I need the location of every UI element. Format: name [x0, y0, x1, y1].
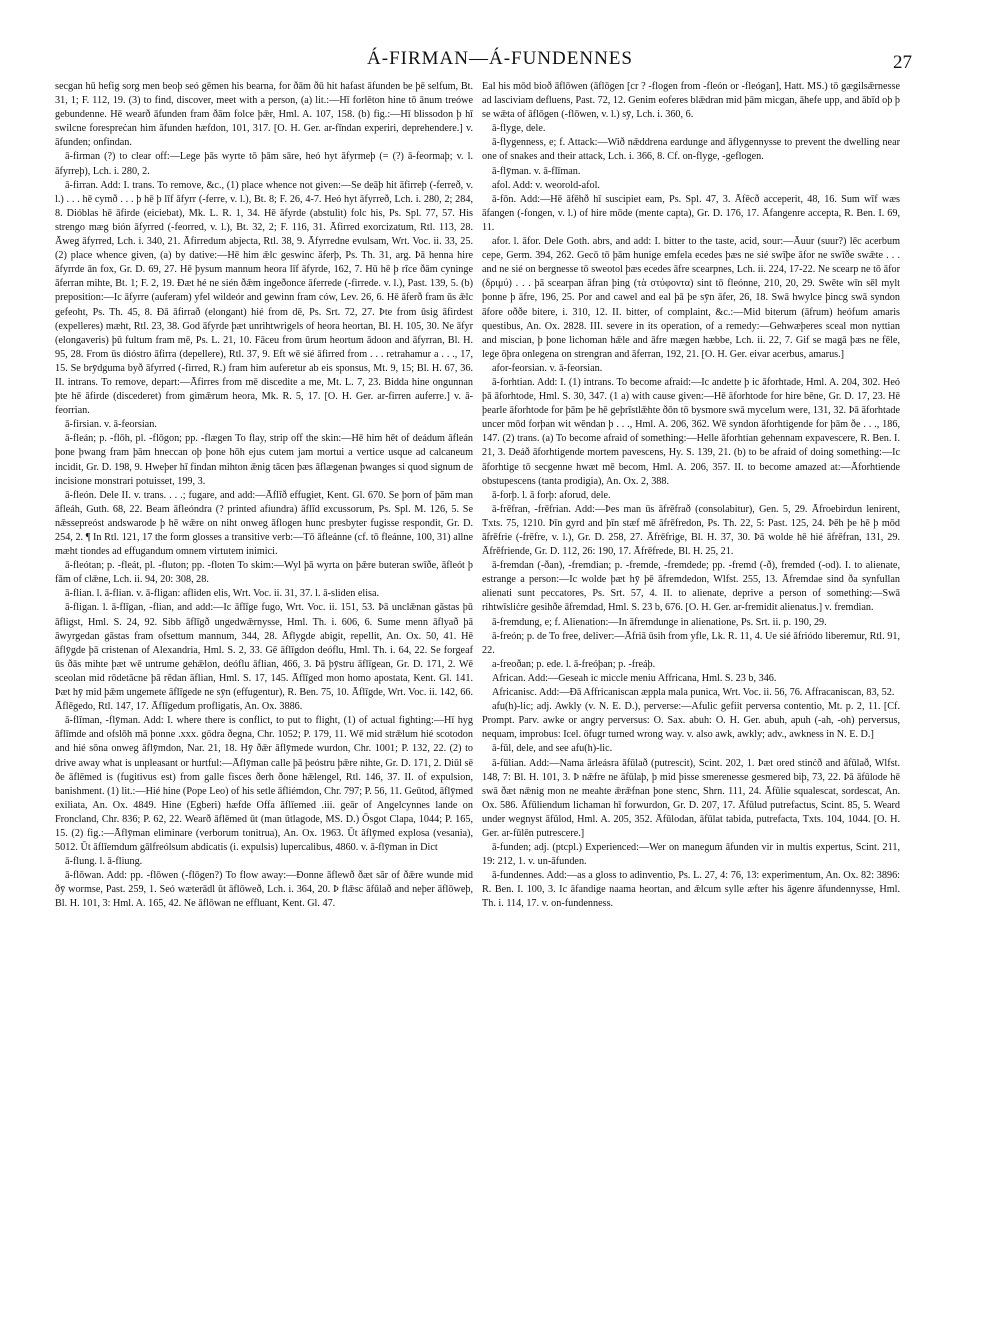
- entry-afor: afor. l. āfor. Dele Goth. abrs, and add: I. bitter to the taste, acid, sour:—Āuur (suur?) lēc acerbum cepe, Germ. 394, 262. Gecō tō þām hunige emfela ecedes þæs ne sié swīþe āfor ne swīðe swǣte . . . and ne sié on bergnesse tō sweotol þæs ecedes āfre scearpnes, Lch. ii. 224, 17-22. Ne scearp ne tō āfor (δριμύ) . . . þā scearpan āfran þing (τὰ στύφοντα) sint tō fleónne, 210, 20, 29. Swēte wīn sēl mylt þonne þ āfre, 196, 25. Por and cawel and eal þā þe sȳn āfer, 26, 18. Swā hwylce þincg swā syndon āfore oððe bitere, i. 310, 12. II. bitter, of complaint, &c.:—Mid biterum (āfrum) heófum amaris questibus, An. Ox. 2828. III. severe in its operation, of a remedy:—Gehwæþeres sceal mon nyttian and miscian, þ þone lichoman hǣle and āfre mægen hæbbe, Lch. ii. 22, 7. Gif se magā þæs ne fēle, lege ōþra onlegena on strengran and āferran, 192, 21. [O. H. Ger. eivar acerbus, amarus.]: [482, 236, 900, 360]
- entry-a-flyge: ā-flyge, dele.: [492, 123, 546, 135]
- page-number: 27: [893, 52, 912, 73]
- entry-a-freon: ā-freón; p. de To free, deliver:—Āfriā ūsih from yfle, Lk. R. 11, 4. Ue sié āfriódo liberemur, Rtl. 91, 22.: [482, 630, 900, 656]
- entry-a-flung: ā-flung. l. ā-fliung.: [65, 856, 143, 868]
- entry-a-frefran: ā-frēfran, -frēfrian. Add:—Þes man ūs āfrēfrað (consolabitur), Gen. 5, 29. Āfroebirdun lenirent, Txts. 75, 1210. Þīn gyrd and þīn stæf mē āfrēfredon, Ps. Th. 22, 5: Past. 125, 24. Þēh þe hē þ mōd āfrēfrie (-frēfre, v. l.), Gr. D. 258, 27. Āfrēfrige, Bl. H. 37, 30. Þā wolde hē hié āfrēfran, 131, 29. Āfrēfriende, Gr. D. 112, 26: 190, 17. Āfrēfrede, Bl. H. 25, 21.: [482, 503, 900, 558]
- entry-paragraph-continued: Eal his mōd bioð āflōwen (āflōgen [cr ? -flogen from -fleón or -fleógan], Hatt. MS.) tō gægilsǣrnesse ad lasciviam defluens, Past. 72, 12. Genim eoferes blǣdran mid þām micgan, āhefe upp, and ābīd oþ þ se wǣta of āflōgen (-flōwen, v. l.) sȳ, Lch. i. 360, 6.: [482, 81, 900, 121]
- entry-a-flyman: ā-flȳman. v. ā-flīman.: [492, 165, 581, 177]
- entry-a-flean: ā-fleán; p. -flōh, pl. -flōgon; pp. -flægen To flay, strip off the skin:—Hē him hēt of deádum āfleán þone þwang fram þām hneccan oþ þone hōh ejus cutem jam mortui a vertice usque ad calcaneum incidit, Gr. D. 198, 9. Hweþer hī findan mihton ǣnig tācen þæs āflægenan þwanges si quod signum de incisione monstrari potuisset, 199, 3.: [55, 433, 473, 487]
- entry-a-fundennes: ā-fundennes. Add:—as a gloss to adinventio, Ps. L. 27, 4: 76, 13: experimentum, An. Ox. 82: 3896: R. Ben. I. 100, 3. Ic āfandige naama heortan, and ǣlcum sylle æfter his āgenre āfundennysse, Hml. Th. i. 114, 17. v. on-fundenness.: [482, 870, 900, 910]
- entry-a-firran: ā-firran. Add: I. trans. To remove, &c., (1) place whence not given:—Se deāþ hit āfirreþ (-ferreð, v. l.) . . . hē cymð . . . þ hē þ līf āfyrr (-ferre, v. l.), Bt. 8; F. 26, 4-7. Heó hyt āfyrreð, Lch. i. 280, 2; 284, 8. Dióblas hē āfirde (eiciebat), Mk. L. R. 1, 34. Hē āfyrde (abstulit) folc his, Ps. Spl. 77, 57. His strengo mæg bión āfyrred (-feorred, v. l.), Bt. 32, 2; F. 116, 31. Āfirred exorcizatum, Rtl. 113, 28. Āweg āfyrred, Lch. i. 340, 21. Āfirredum abjecta, Rtl. 38, 9. Āfyrredne evulsam, Wrt. Voc. ii. 33, 25. (2) place whence given, (a) by dative:—Hē him ǣlc geswinc āferþ, Ps. Th. 31, arg. Þā henna hire āfyrrde ān fox, Gr. D. 69, 27. Hē þysum mannum heora līf āfyrde, 162, 7. Hū hē þ rīce ðām cyninge āferran mihte, Bt. 1; F. 2, 19. Ðæt hé ne sién ðǣm ingeðonce āferrede (-firrede. v. l.), Past. 139, 5. (b) preposition:—Ic āfyrre (auferam) yfel wildeór and gewinn fram ców, Lev. 26, 6. Hē āferð fram ūs ǣlc gefeoht, Ps. Th. 45, 8. Ðā āfirrað (elongant) hié from dē, Ps. Srt. 72, 27. Þte from ūsig āfirdest (expelleres) mæht, Rtl. 23, 38. God āfyrde þæt unrihtwrigels of heora heortan, Bl. H. 105, 30. Ne āfyr (elongaveris) þū fultum fram mē, Ps. L. 21, 10. Fāceu from ūrum heortum ādoon and āfyrran, Bl. H. 95, 28. From ūs dióstro āfirra (depellere), Rtl. 37, 9. Eft wē sié āfirred from . . . retrahamur a . . ., 17, 15. Se brȳdguma byð āfyrred (-firred, R.) fram him auferetur ab eis sponsus, Mt. 9, 15; Bl. H. 67, 36. II. intrans. To remove, depart:—Āfirres from mē discedite a me, Mt. L. 7, 23. Bidda hine ongunnan þte hē āfirde (discederet) from gimǣrum heora, Mk. R. 5, 17. [O. H. Ger. ar-firren auferre.] v. ā-feorrian.: [55, 179, 473, 417]
- entry-a-fon: ā-fōn. Add:—Hē āfēhð hī suscipiet eam, Ps. Spl. 47, 3. Āfēcð acceperit, 48, 16. Sum wīf wæs āfangen (-fongen, v. l.) of hire mōde (mente capta), Gr. D. 176, 17. Āfangenre accepta, R. Ben. I. 69, 11.: [482, 193, 900, 233]
- entry-paragraph: secgan hū hefig sorg men beoþ seó gēmen his bearna, for ðām ðū hit hafast āfunden be þē selfum, Bt. 31, 1; F. 112, 19. (3) to find, discover, meet with a person, (a) lit.:—Hī forlēton hine tō ānum treówe gebundenne. Hē wearð āfunden fram ðām folce þǣr, Hml. A. 107, 158. (b) fig.:—Hī blissodon þ hī swilcne forespreċan him āfunden hæfdon, 101, 317. [O. H. Ger. ar-fīndan experiri, deprehendere.] v. āfunden; onfindan.: [55, 81, 473, 149]
- running-head: [0, 44, 1000, 74]
- entry-african: African. Add:—Geseah ic miccle meniu Affricana, Hml. S. 23 b, 346.: [492, 672, 777, 684]
- entry-a-fleon: ā-fleón. Dele II. v. trans. . . .; fugare, and add:—Āflīð effugiet, Kent. Gl. 670. Se þorn of þām man āfleáh, Guth. 68, 22. Beam āfleóndra (? printed afiundra) āflīd excussorum, Ps. Spl. M. 126, 5. Se nǣssepreóst andswarode þ hē wǣre on niht onweg āflogen hunc presbyter fugisse respondit, Gr. D. 254, 2. ¶ In Rtl. 121, 17 the form glosses a transitive verb:—Tō āfleánne (cf. tō fleánne, 100, 31) allne mæht tiondes ad effugandum omnem virtutem inimici.: [55, 489, 473, 558]
- entry-a-ful: ā-fūl, dele, and see afu(h)-lic.: [492, 743, 613, 755]
- entry-africanisc: Africanisc. Add:—Ðā Affricaniscan æppla mala punica, Wrt. Voc. ii. 56, 76. Affracaniscan, 83, 52.: [492, 687, 895, 699]
- entry-a-fliman: ā-flīman, -flȳman. Add: I. where there is conflict, to put to flight, (1) of actual fighting:—Hī hyg āflīmde and ofslōh mā þonne .xxx. gōdra ðegna, Chr. 1052; P. 179, 11. Wē mid strǣlum hié scotodon and hié sōna onweg āflȳmdon, Nar. 21, 18. Hȳ ðǣr āflȳmede wurdon, Chr. 1001; P. 132, 22. (2) to drive away what is unpleasant or hurtful:—Āflȳman calle þā þeóstru þǣre nihte, Gr. D. 171, 2. Diūl sē ðe āflēmed is (fugitivus est) from galle fisces ðerh ðone hǣlengel, Rtl. 146, 37. II. of expulsion, banishment. (1) lit.:—Hié hine (Pope Leo) of his setle āfliémdon, Chr. 797; P. 56, 11. Geūtod, āflȳmed exiliata, An. Ox. 4849. Hine (Egberi) hæfde Offa āflīemed .iii. geār of Angelcynnes lande on Froncland, Chr. 836; P. 62, 22. Wearð āflēmed ūt (man ūtlagode, MS. D.) Ōsgot Clapa, 1044; P. 165, 15. (2) fig.:—Āflȳman eliminare (verborum tonitrua), An. Ox. 1963. Ūt āflȳmed explosa (vesania), 5012. Ūt āflīemdum gālfreólsum abdicatis (i. expulsis) lupercalibus, 4860. v. ā-flȳman in Dict: [55, 715, 473, 854]
- entry-a-funden: ā-funden; adj. (ptcpl.) Experienced:—Wer on manegum āfunden vir in multis expertus, Scint. 211, 19: 212, 1. v. un-āfunden.: [482, 842, 900, 868]
- entry-a-fulian: ā-fūlian. Add:—Nama ārleásra āfūlað (putrescit), Scint. 202, 1. Þæt ored stinċð and āfūlað, Wlfst. 148, 7: Bl. H. 101, 3. Þ nǣfre ne āfūlaþ, þ mid þisse smerenesse gesmered biþ, 73, 22. Þā āfūlode hē swā ðæt nǣnig mon ne meahte ǣrǣfnan þone stenc, Shrn. 111, 24. Āfūlie squalescat, sordescat, An. Ox. 586. Āfūliendum lichaman hī forwurdon, Gr. D. 207, 17. Āfūlud putrefactus, Scint. 85, 5. Weard under wegnyst āfūlod, Hml. A. 205, 352. Āfūlodan, āfūlat tabida, putrefacta, Txts. 104, 1044. [O. H. Ger. ar-fūlēn putrescere.]: [482, 757, 900, 839]
- entry-a-fremdan: ā-fremdan (-ðan), -fremdian; p. -fremde, -fremdede; pp. -fremd (-ð), fremded (-od). I. to alienate, estrange a person:—Ic wolde þæt hȳ þē āfremdedon, Wlfst. 255, 13. Āfremdae sind ða synfullan alienati sunt peccatores, Ps. Srt. 57, 4. II. to alienate, deprive a person of something:—Swā rihtwīsliċre gesihðe āfremdad, Hml. S. 23 b, 676. [O. H. Ger. ar-fremidit alienatus.] v. fremdian.: [482, 560, 900, 614]
- entry-a-freodan: a-freoðan; p. ede. l. ā-freóþan; p. -freáþ.: [492, 658, 656, 670]
- right-column: [482, 80, 900, 912]
- entry-afuh-lic: afu(h)-lic; adj. Awkly (v. N. E. D.), perverse:—Afulic gefiit perversa contentio, Mt. p. 2, 11. [Cf. Prompt. Parv. awke or angry perversus: O. Sax. abuh: O. H. Ger. abuh, apuh (-ah, -oh) perversus, nequam, improbus: Icel. öfugr turned wrong way. v. also awk, awkly; adv., awkness in N. E. D.]: [482, 701, 900, 741]
- entry-a-flowan: ā-flōwan. Add: pp. -flōwen (-flōgen?) To flow away:—Ðonne āflewð ðæt sār of ðǣre wunde mid ðȳ wormse, Past. 259, 1. Seó wæterādl ūt āflōweð, Lch. i. 364, 20. Þ flǣsc āfūlað and neþer āflōweþ, Bl. H. 101, 3: Hml. A. 165, 42. Ne āflōwan ne effluant, Kent. Gl. 47.: [55, 870, 473, 910]
- entry-a-firman: ā-firman (?) to clear off:—Lege þās wyrte tō þām sāre, heó hyt āfyrmeþ (= (?) ā-feormaþ; v. l. āfyrreþ), Lch. i. 280, 2.: [55, 151, 473, 177]
- entry-a-fremdung: ā-fremdung, e; f. Alienation:—In āfremdunge in alienatione, Ps. Srt. ii. p. 190, 29.: [492, 616, 827, 628]
- entry-afor-feorsian: afor-feorsian. v. ā-feorsian.: [492, 362, 603, 374]
- entry-a-fleotan: ā-fleótan; p. -fleát, pl. -fluton; pp. -floten To skim:—Wyl þā wyrta on þǣre buteran swīðe, āfleót þ fām of clǣne, Lch. ii. 94, 20: 308, 28.: [55, 560, 473, 586]
- entry-a-flian: ā-flian. l. ā-flian. v. ā-fligan: afliden elis, Wrt. Voc. ii. 31, 37. l. ā-sliden elisa.: [65, 588, 380, 600]
- running-title: Á-FIRMAN—Á-FUNDENNES: [367, 48, 633, 69]
- entry-a-forhtian: ā-forhtian. Add: I. (1) intrans. To become afraid:—Ic andette þ ic āforhtade, Hml. A. 204, 302. Heó þā āforhtode, Hml. S. 30, 347. (1 a) with cause given:—Hē āforhtode for hire bēne, Gr. D. 17, 23. Hē þearle āforhtode for þām þe hē geþrīstlǣhte ðōn tō bysmore swā mycelum were, 131, 32. Þā āforhtade uncer mōd forþan wit wēndan þ . . ., Hml. A. 206, 362. Wē syndon āforhtigende for þām ðe . . ., 186, 147. (2) trans. (a) To become afraid of something:—Helle āforhtian gehennam expavescere, R. Ben. I. 21, 3. Deáð āforhtigende mortem pavescens, Hy. S. 139, 21. (b) to be afraid of doing something:—Ic āforhtige tō secgenne hwæt mē becom, Hml. A. 206, 357. II. to become amazed at:—Āforhtiende obstupescens (tanta prodigia), An. Ox. 2, 388.: [482, 376, 900, 487]
- entry-a-forth: ā-forþ. l. ā forþ: aforud, dele.: [492, 489, 611, 501]
- entry-a-firsian: ā-firsian. v. ā-feorsian.: [65, 419, 157, 431]
- entry-a-fligan: ā-fligan. l. ā-flīgan, -flian, and add:—Ic āflīge fugo, Wrt. Voc. ii. 151, 53. Þā unclǣnan gāstas þū āfligst, Hml. S. 24, 92. Sibb āflīgð ungedwǣrnysse, Hml. Th. i. 606, 6. Sume menn āflyað þā āwyrgedan gāstas fram ofsettum mannum, 344, 28. Āflygde abigit, repellit, An. Ox. 50, 41. Hē āflȳgde þā cristenan of Alexandria, Hml. S. 2, 33. Gē āflīgdon deóflu, Hml. Th. i. 64, 22. Se forgeaf ūs ðās mihte þæt wē untrume gehǣlon, deóflu āflian, 466, 3. Þā þȳstru āflīgean, Gr. D. 171, 2. Wē sceolan mid rōdetācne þā rēdan āflian, Hml. S. 17, 145. Āflīged mon homo apostata, Kent. Gl. 141. Þæt hȳ mid þǣm ungemete āflīgede ne sȳn (effugentur), R. Ben. 75, 10. Āflīgde, Wrt. Voc. ii. 142, 66. Āflēgedo, Rtl. 147, 17. Āflīgedum profligatis, An. Ox. 3886.: [55, 602, 473, 713]
- entry-afol: afol. Add: v. weorold-afol.: [492, 179, 600, 191]
- entry-a-flygenness: ā-flygenness, e; f. Attack:—Wið nǣddrena eardunge and āflygennysse to prevent the dwelling near one of snakes and their attack, Lch. i. 366, 8. Cf. on-flyge, -geflogen.: [482, 137, 900, 163]
- left-column: [55, 80, 473, 912]
